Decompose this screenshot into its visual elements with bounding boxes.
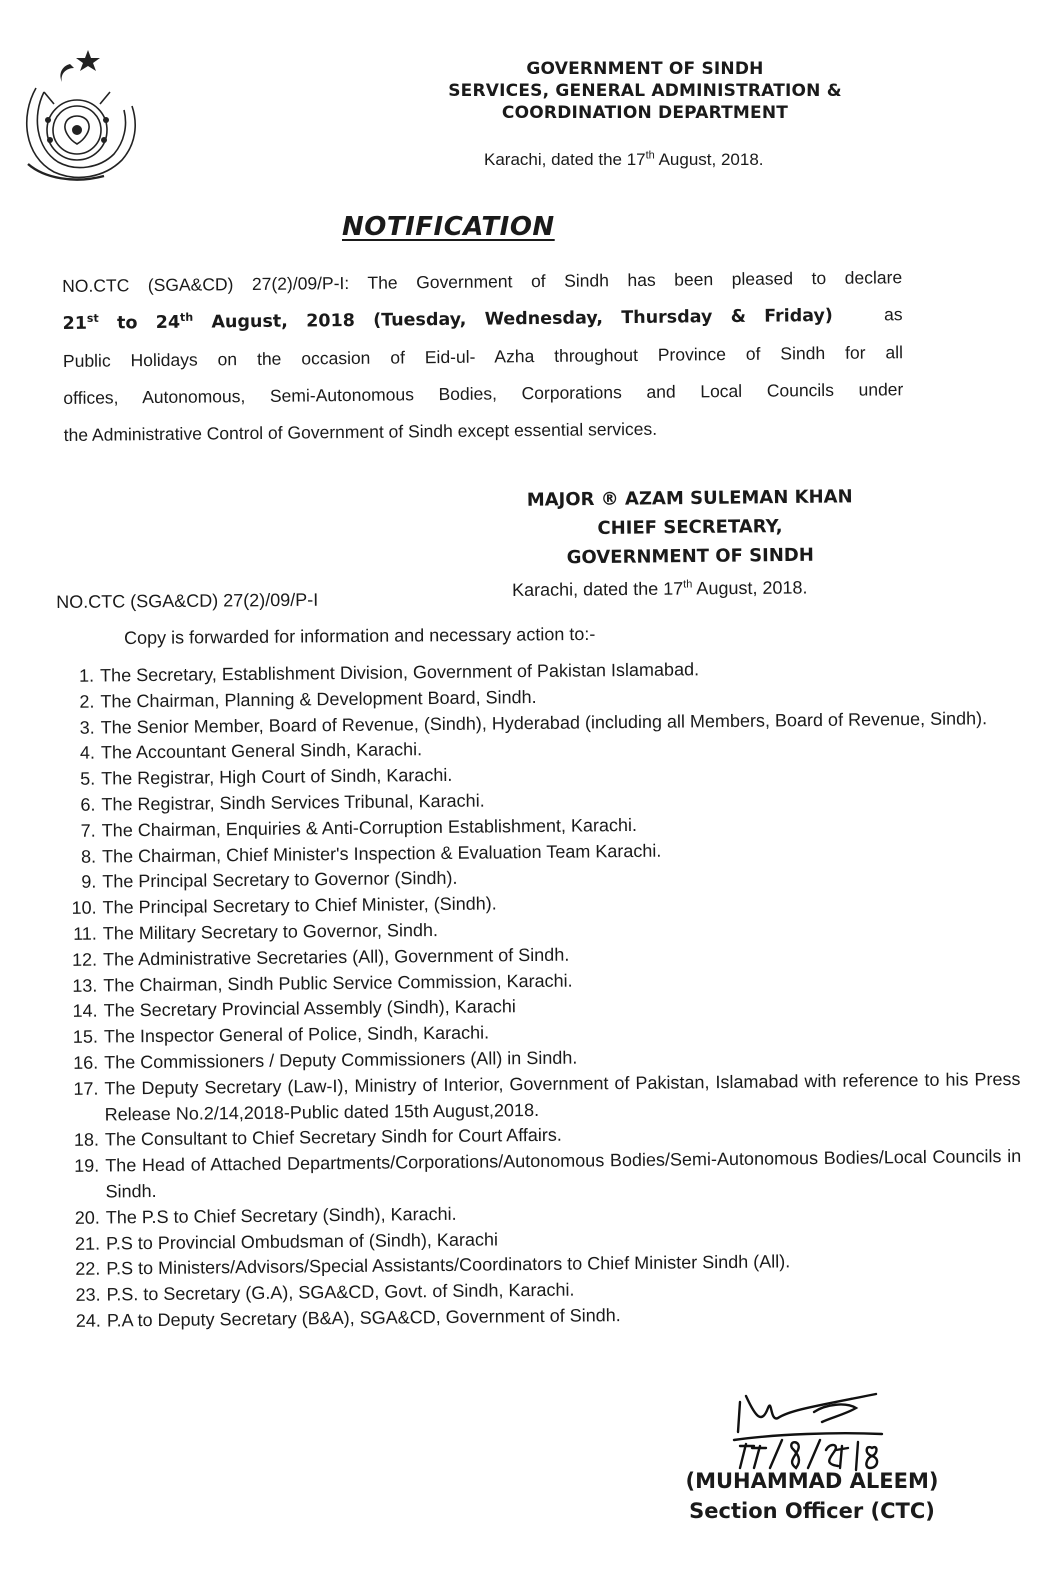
ref-date-suffix: August, 2018.: [692, 577, 808, 599]
signatory-designation: CHIEF SECRETARY,: [597, 516, 783, 539]
recipient-text: The Principal Secretary to Chief Minister, (Sindh).: [102, 893, 497, 918]
recipient-number: 6.: [80, 794, 96, 815]
header-line-1: GOVERNMENT OF SINDH: [526, 59, 764, 79]
ref-date-sup: th: [683, 578, 693, 591]
recipient-text: The Consultant to Chief Secretary Sindh for Court Affairs.: [104, 1125, 562, 1150]
recipient-text: The Chairman, Planning & Development Board, Sindh.: [100, 686, 537, 712]
recipient-text: The P.S to Chief Secretary (Sindh), Karachi.: [105, 1203, 457, 1228]
reference-number: NO.CTC (SGA&CD) 27(2)/09/P-I: [56, 589, 319, 612]
government-of-sindh-seal: [14, 44, 140, 182]
recipient-number: 12.: [71, 949, 98, 970]
recipient-number: 21.: [74, 1233, 101, 1254]
date-sup: th: [645, 149, 655, 162]
notification-date: [484, 150, 764, 170]
recipient-number: 1.: [79, 665, 95, 686]
recipient-text: The Registrar, High Court of Sindh, Karachi.: [101, 765, 453, 789]
body-line-4: offices, Autonomous, Semi-Autonomous Bodies, Corporations and Local Councils under: [63, 379, 904, 408]
date-end: to 24: [98, 312, 181, 334]
recipient-text: The Deputy Secretary (Law-I), Ministry of Interior, Government of Pakistan, Islamabad with reference to his Press Release No.2/14,2018-Public dated 15th August,2018.: [104, 1068, 1021, 1125]
recipient-text: The Registrar, Sindh Services Tribunal, Karachi.: [101, 790, 485, 815]
body-line-1: NO.CTC (SGA&CD) 27(2)/09/P-I: The Government of Sindh has been pleased to declare: [62, 267, 903, 296]
recipient-number: 9.: [81, 871, 97, 893]
recipient-number: 17.: [73, 1078, 99, 1099]
recipient-number: 5.: [80, 768, 96, 789]
recipient-text: The Commissioners / Deputy Commissioners (All) in Sindh.: [104, 1047, 578, 1073]
recipient-text: The Chairman, Chief Minister's Inspection & Evaluation Team Karachi.: [101, 840, 662, 867]
notification-title: NOTIFICATION: [342, 212, 555, 242]
department-header: [410, 58, 880, 124]
recipient-number: 3.: [79, 717, 95, 738]
date-end-sup: th: [179, 310, 194, 324]
recipient-number: 8.: [80, 846, 97, 867]
recipient-text: The Head of Attached Departments/Corporations/Autonomous Bodies/Semi-Autonomous Bodies/Local Councils in Sindh.: [105, 1146, 1022, 1202]
recipient-number: 2.: [79, 691, 95, 712]
recipient-number: 14.: [72, 1000, 98, 1022]
signatory-office: GOVERNMENT OF SINDH: [566, 544, 814, 569]
date-start-sup: st: [86, 311, 99, 325]
signatory-name: MAJOR ® AZAM SULEMAN KHAN: [526, 486, 853, 511]
notification-body: [62, 259, 904, 454]
date-start: 21: [62, 313, 88, 334]
recipient-text: The Accountant General Sindh, Karachi.: [100, 739, 423, 763]
date-prefix: Karachi, dated the 17: [484, 150, 646, 169]
recipient-number: 4.: [79, 742, 96, 764]
recipient-text: The Chairman, Enquiries & Anti-Corruption Establishment, Karachi.: [101, 814, 638, 841]
ref-date-prefix: Karachi, dated the 17: [511, 578, 684, 601]
recipient-text: The Senior Member, Board of Revenue, (Sindh), Hyderabad (including all Members, Board of Revenue, Sindh).: [100, 707, 988, 738]
recipient-number: 11.: [73, 923, 97, 944]
recipient-text: P.S to Ministers/Advisors/Special Assistants/Coordinators to Chief Minister Sindh (All).: [106, 1251, 791, 1279]
recipient-number: 19.: [74, 1155, 100, 1176]
recipient-number: 20.: [74, 1207, 100, 1228]
recipient-text: The Inspector General of Police, Sindh, Karachi.: [103, 1022, 490, 1047]
reference-row: [56, 577, 886, 612]
body-as: as: [883, 304, 903, 325]
recipient-text: The Administrative Secretaries (All), Government of Sindh.: [102, 944, 570, 970]
recipient-text: The Secretary, Establishment Division, Government of Pakistan Islamabad.: [100, 659, 700, 686]
recipient-number: 18.: [73, 1129, 100, 1151]
recipient-text: P.A to Deputy Secretary (B&A), SGA&CD, Government of Sindh.: [106, 1305, 621, 1331]
recipient-number: 13.: [72, 975, 98, 996]
reference-date: [512, 577, 808, 601]
date-suffix: August, 2018.: [654, 150, 764, 169]
date-month-days: August, 2018 (Tuesday, Wednesday, Thursday & Friday): [193, 305, 833, 333]
recipient-text: P.S to Provincial Ombudsman of (Sindh), Karachi: [105, 1228, 499, 1254]
recipient-text: P.S. to Secretary (G.A), SGA&CD, Govt. of Sindh, Karachi.: [106, 1279, 575, 1305]
recipient-number: 7.: [80, 820, 96, 841]
officer-name: (MUHAMMAD ALEEM): [685, 1469, 939, 1493]
body-line-3: Public Holidays on the occasion of Eid-ul- Azha throughout Province of Sindh for all: [62, 342, 904, 371]
recipient-text: The Military Secretary to Governor, Sindh.: [102, 919, 439, 944]
body-line-5: the Administrative Control of Government of Sindh except essential services.: [63, 418, 658, 445]
handwritten-signature: [726, 1388, 896, 1474]
recipient-list: [56, 654, 1023, 1335]
chief-secretary-block: [470, 482, 911, 574]
section-officer-block: [672, 1466, 952, 1526]
recipient-number: 23.: [75, 1284, 101, 1305]
recipient-number: 24.: [75, 1310, 101, 1331]
header-line-2: SERVICES, GENERAL ADMINISTRATION &: [448, 81, 842, 101]
recipient-number: 22.: [75, 1258, 101, 1280]
holiday-dates: [62, 306, 833, 334]
header-line-3: COORDINATION DEPARTMENT: [501, 103, 789, 123]
recipient-number: 15.: [72, 1026, 99, 1047]
recipient-number: 16.: [73, 1052, 99, 1073]
recipient-text: The Secretary Provincial Assembly (Sindh), Karachi: [103, 996, 516, 1021]
recipient-number: 10.: [71, 897, 97, 919]
copy-forward-intro: Copy is forwarded for information and necessary action to:-: [124, 623, 596, 648]
recipient-text: The Principal Secretary to Governor (Sindh).: [102, 868, 458, 892]
recipient-text: The Chairman, Sindh Public Service Commission, Karachi.: [103, 970, 573, 996]
officer-designation: Section Officer (CTC): [689, 1499, 935, 1523]
